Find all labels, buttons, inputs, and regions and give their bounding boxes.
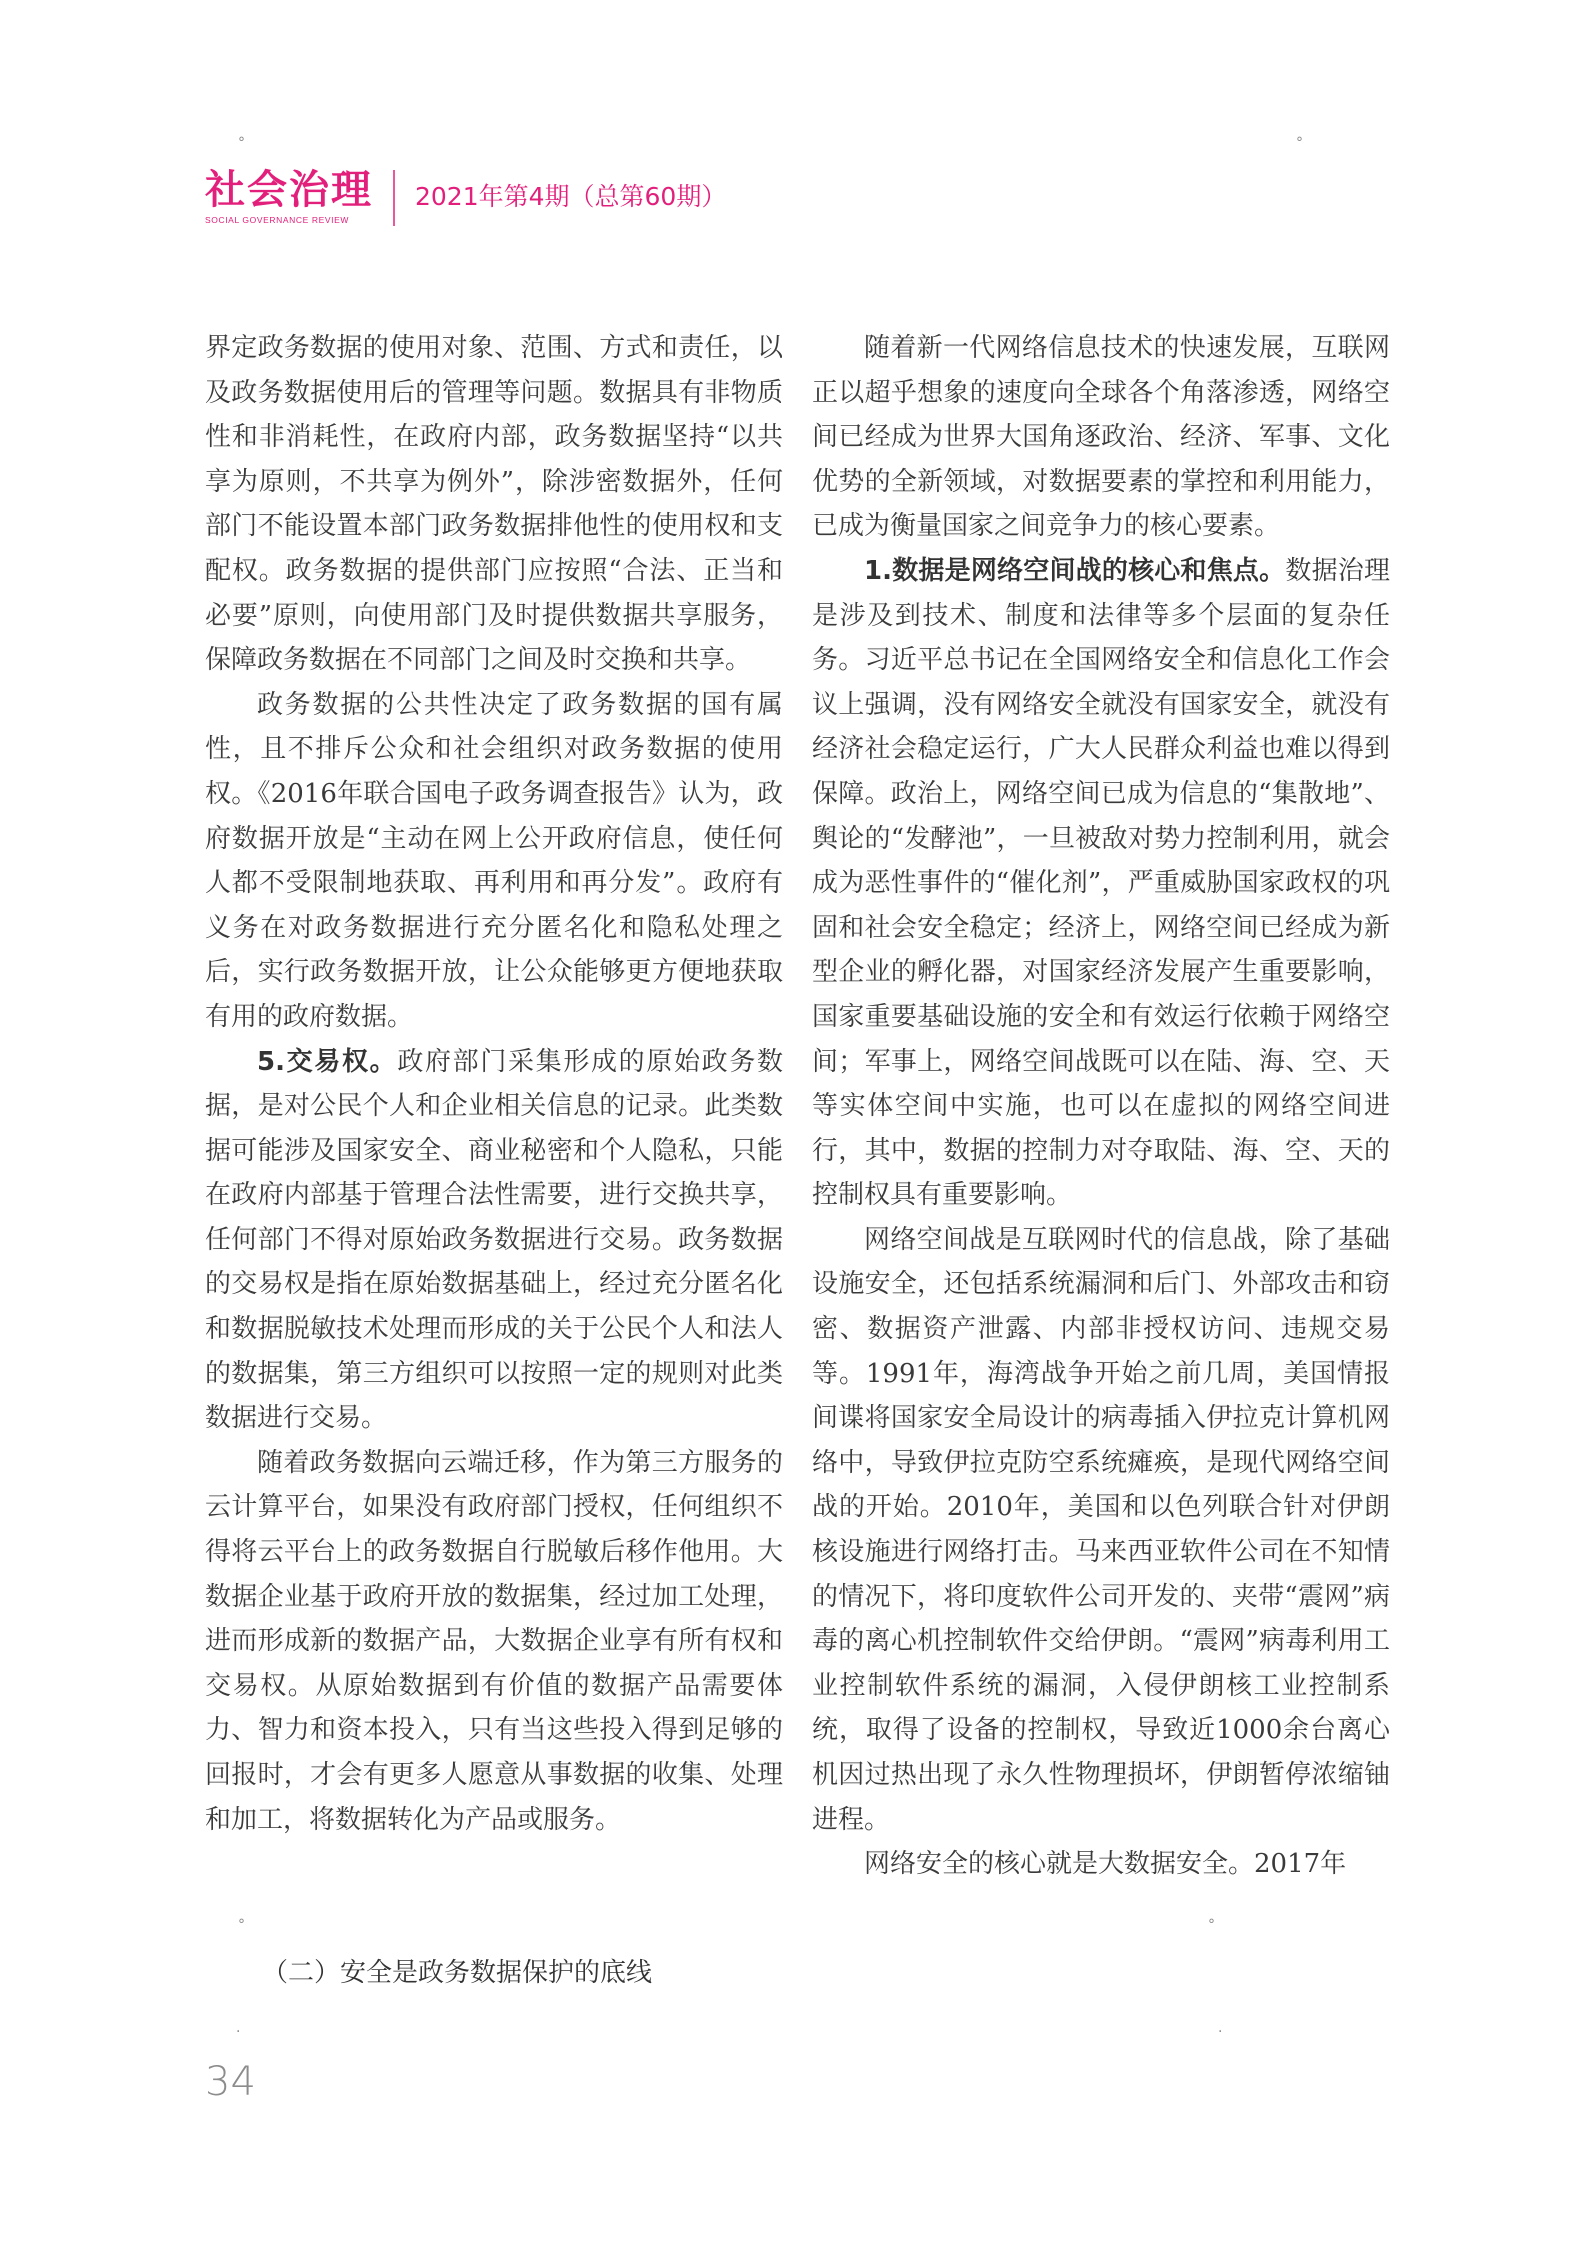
issue-label: 2021年第4期（总第60期） xyxy=(415,182,727,211)
paragraph-lead-heading: 1.数据是网络空间战的核心和焦点。 xyxy=(864,555,1286,586)
paragraph-lead-heading: 5.交易权。 xyxy=(257,1046,398,1077)
running-header xyxy=(205,168,726,232)
scan-marker-top-right: ° xyxy=(1296,135,1303,151)
paragraph: 1.数据是网络空间战的核心和焦点。数据治理是涉及到技术、制度和法律等多个层面的复杂任务。习近平总书记在全国网络安全和信息化工作会议上强调，没有网络安全就没有国家安全，就没有经济社会稳定运行，广大人民群众利益也难以得到保障。政治上，网络空间已成为信息的“集散地”、舆论的“发酵池”，一旦被敌对势力控制利用，就会成为恶性事件的“催化剂”，严重威胁国家政权的巩固和社会安全稳定；经济上，网络空间已经成为新型企业的孵化器，对国家经济发展产生重要影响，国家重要基础设施的安全和有效运行依赖于网络空间；军事上，网络空间战既可以在陆、海、空、天等实体空间中实施，也可以在虚拟的网络空间进行，其中，数据的控制力对夺取陆、海、空、天的控制权具有重要影响。 xyxy=(812,555,1390,1211)
page-number: 34 xyxy=(205,2059,256,2105)
left-column xyxy=(205,326,783,1842)
scan-marker-bottom-right: · xyxy=(1218,2024,1223,2040)
journal-name-en: SOCIAL GOVERNANCE REVIEW xyxy=(205,215,349,225)
paragraph: 随着新一代网络信息技术的快速发展，互联网正以超乎想象的速度向全球各个角落渗透，网络空间已经成为世界大国角逐政治、经济、军事、文化优势的全新领域，对数据要素的掌控和利用能力，已成为衡量国家之间竞争力的核心要素。 xyxy=(812,333,1390,542)
paragraph: 网络安全的核心就是大数据安全。2017年 xyxy=(864,1849,1347,1880)
header-divider xyxy=(393,170,395,226)
right-column xyxy=(812,326,1390,1887)
paragraph: 随着政务数据向云端迁移，作为第三方服务的云计算平台，如果没有政府部门授权，任何组织不得将云平台上的政务数据自行脱敏后移作他用。大数据企业基于政府开放的数据集，经过加工处理，进而形成新的数据产品，大数据企业享有所有权和交易权。从原始数据到有价值的数据产品需要体力、智力和资本投入，只有当这些投入得到足够的回报时，才会有更多人愿意从事数据的收集、处理和加工，将数据转化为产品或服务。 xyxy=(205,1447,783,1835)
scan-marker-mid-right: ° xyxy=(1208,1917,1215,1933)
journal-name-cn: 社会治理 xyxy=(205,167,373,213)
journal-logo xyxy=(205,168,373,226)
scan-marker-mid-left: ° xyxy=(238,1917,245,1933)
section-heading: （二）安全是政务数据保护的底线 xyxy=(262,1958,653,1988)
paragraph: 5.交易权。政府部门采集形成的原始政务数据，是对公民个人和企业相关信息的记录。此类数据可能涉及国家安全、商业秘密和个人隐私，只能在政府内部基于管理合法性需要，进行交换共享，任何部门不得对原始政务数据进行交易。政务数据的交易权是指在原始数据基础上，经过充分匿名化和数据脱敏技术处理而形成的关于公民个人和法人的数据集，第三方组织可以按照一定的规则对此类数据进行交易。 xyxy=(205,1046,783,1434)
scan-marker-bottom-left: · xyxy=(236,2024,241,2040)
paragraph: 网络空间战是互联网时代的信息战，除了基础设施安全，还包括系统漏洞和后门、外部攻击和窃密、数据资产泄露、内部非授权访问、违规交易等。1991年，海湾战争开始之前几周，美国情报间谍将国家安全局设计的病毒插入伊拉克计算机网络中，导致伊拉克防空系统瘫痪，是现代网络空间战的开始。2010年，美国和以色列联合针对伊朗核设施进行网络打击。马来西亚软件公司在不知情的情况下，将印度软件公司开发的、夹带“震网”病毒的离心机控制软件交给伊朗。“震网”病毒利用工业控制软件系统的漏洞，入侵伊朗核工业控制系统，取得了设备的控制权，导致近1000余台离心机因过热出现了永久性物理损坏，伊朗暂停浓缩铀进程。 xyxy=(812,1224,1390,1835)
paragraph: 政务数据的公共性决定了政务数据的国有属性，且不排斥公众和社会组织对政务数据的使用权。《2016年联合国电子政务调查报告》认为，政府数据开放是“主动在网上公开政府信息，使任何人都不受限制地获取、再利用和再分发”。政府有义务在对政务数据进行充分匿名化和隐私处理之后，实行政务数据开放，让公众能够更方便地获取有用的政府数据。 xyxy=(205,689,783,1032)
scan-marker-top-left: ° xyxy=(238,135,245,151)
paragraph: 界定政务数据的使用对象、范围、方式和责任，以及政务数据使用后的管理等问题。数据具有非物质性和非消耗性，在政府内部，政务数据坚持“以共享为原则，不共享为例外”，除涉密数据外，任何部门不能设置本部门政务数据排他性的使用权和支配权。政务数据的提供部门应按照“合法、正当和必要”原则，向使用部门及时提供数据共享服务，保障政务数据在不同部门之间及时交换和共享。 xyxy=(205,333,783,676)
